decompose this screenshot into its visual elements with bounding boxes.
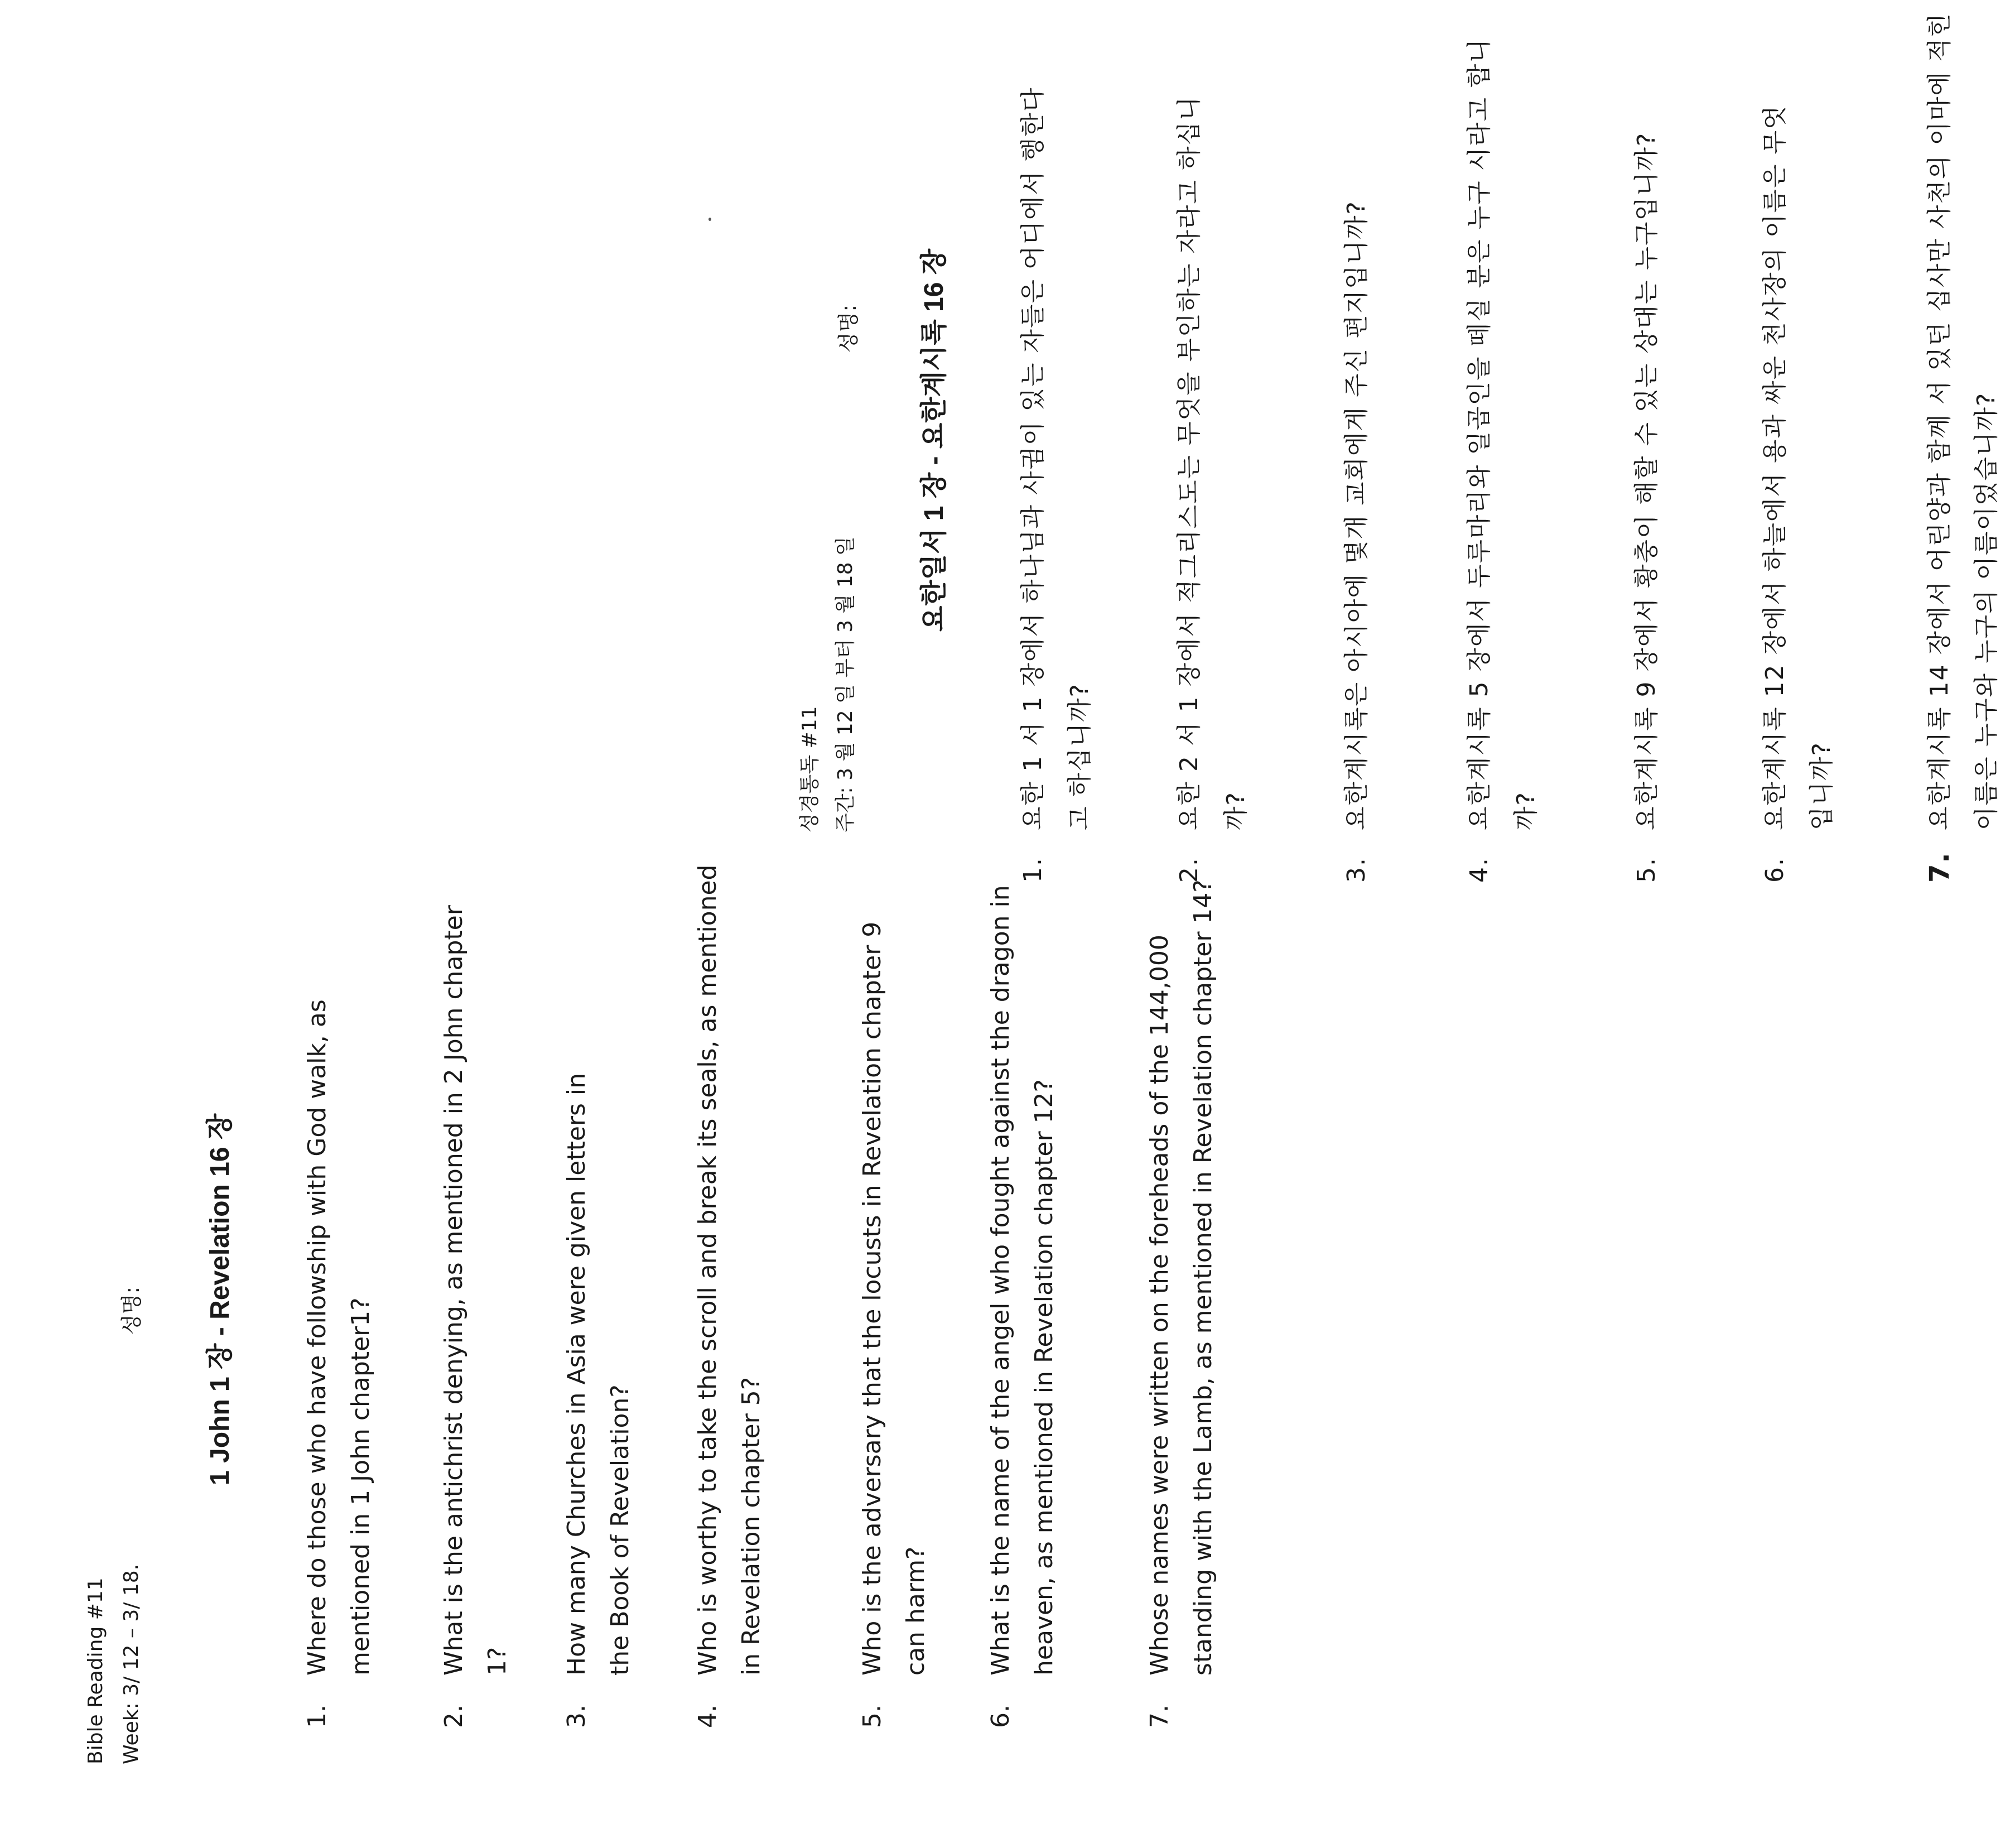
english-question-4: 4. Who is worthy to take the scroll and break its seals, as mentioned in Revelation chapter 5? [693,864,765,1728]
english-question-2: 2. What is the antichrist denying, as mentioned in 2 John chapter 1? [440,905,512,1728]
korean-header-week: 주간: 3 월 12 일 부터 3 월 18 일 [834,536,857,832]
korean-name-label: 성명: [836,304,861,353]
korean-question-5: 5. 요한계시록 9 장에서 황충이 해할 수 있는 상대는 누구입니까? [1632,132,1661,883]
korean-question-1: 1. 요한 1 서 1 장에서 하나님과 사귐이 있는 자들은 어디에서 행한다고 하십니까? [1019,86,1094,883]
english-header [78,1564,150,1764]
korean-title: 요한일서 1 장 - 요한계시록 16 장 [919,248,949,632]
korean-header-title: 성경통독 #11 [798,706,821,832]
english-question-5: 5. Who is the adversary that the locusts in Revelation chapter 9 can harm? [858,921,930,1728]
korean-question-2: 2. 요한 2 서 1 장에서 적그리스도는 무엇을 부인하는 자라고 하십니까? [1175,95,1250,883]
english-question-3: 3. How many Churches in Asia were given letters in the Book of Revelation? [562,1072,634,1728]
english-header-week: Week: 3/ 12 – 3/ 18. [120,1563,143,1764]
korean-question-4: 4. 요한계시록 5 장에서 두루마리와 일곱인을 떼실 분은 누구 시라고 합니까? [1465,38,1540,883]
english-question-1: 1. Where do those who have followship with God walk, as mentioned in 1 John chapter1? [303,999,375,1728]
korean-question-7: 7. 요한계시록 14 장에서 어린양과 함께 서 있던 십사만 사천의 이마에 적힌 이름은 누구와 누구의 이름이었습니까? [1924,12,2001,883]
korean-question-6: 6. 요한계시록 12 장에서 하늘에서 용과 싸운 천사장의 이름은 무엇입니까? [1761,104,1836,883]
english-question-7: 7. Whose names were written on the foreheads of the 144,000 standing with the Lamb, as mentioned in Revelation chapter 14? [1145,879,1217,1728]
english-question-6: 6. What is the name of the angel who fought against the dragon in heaven, as mentioned in Revelation chapter 12? [986,885,1058,1728]
korean-header [792,536,864,832]
english-name-label: 성명: [119,1286,144,1335]
english-title: 1 John 1 장 - Revelation 16 장 [205,1113,235,1485]
english-header-title: Bible Reading #11 [84,1577,107,1764]
korean-question-3: 3. 요한계시록은 아시아에 몇개 교회에게 주신 편지입니까? [1342,200,1371,883]
korean-section [714,0,2001,1848]
